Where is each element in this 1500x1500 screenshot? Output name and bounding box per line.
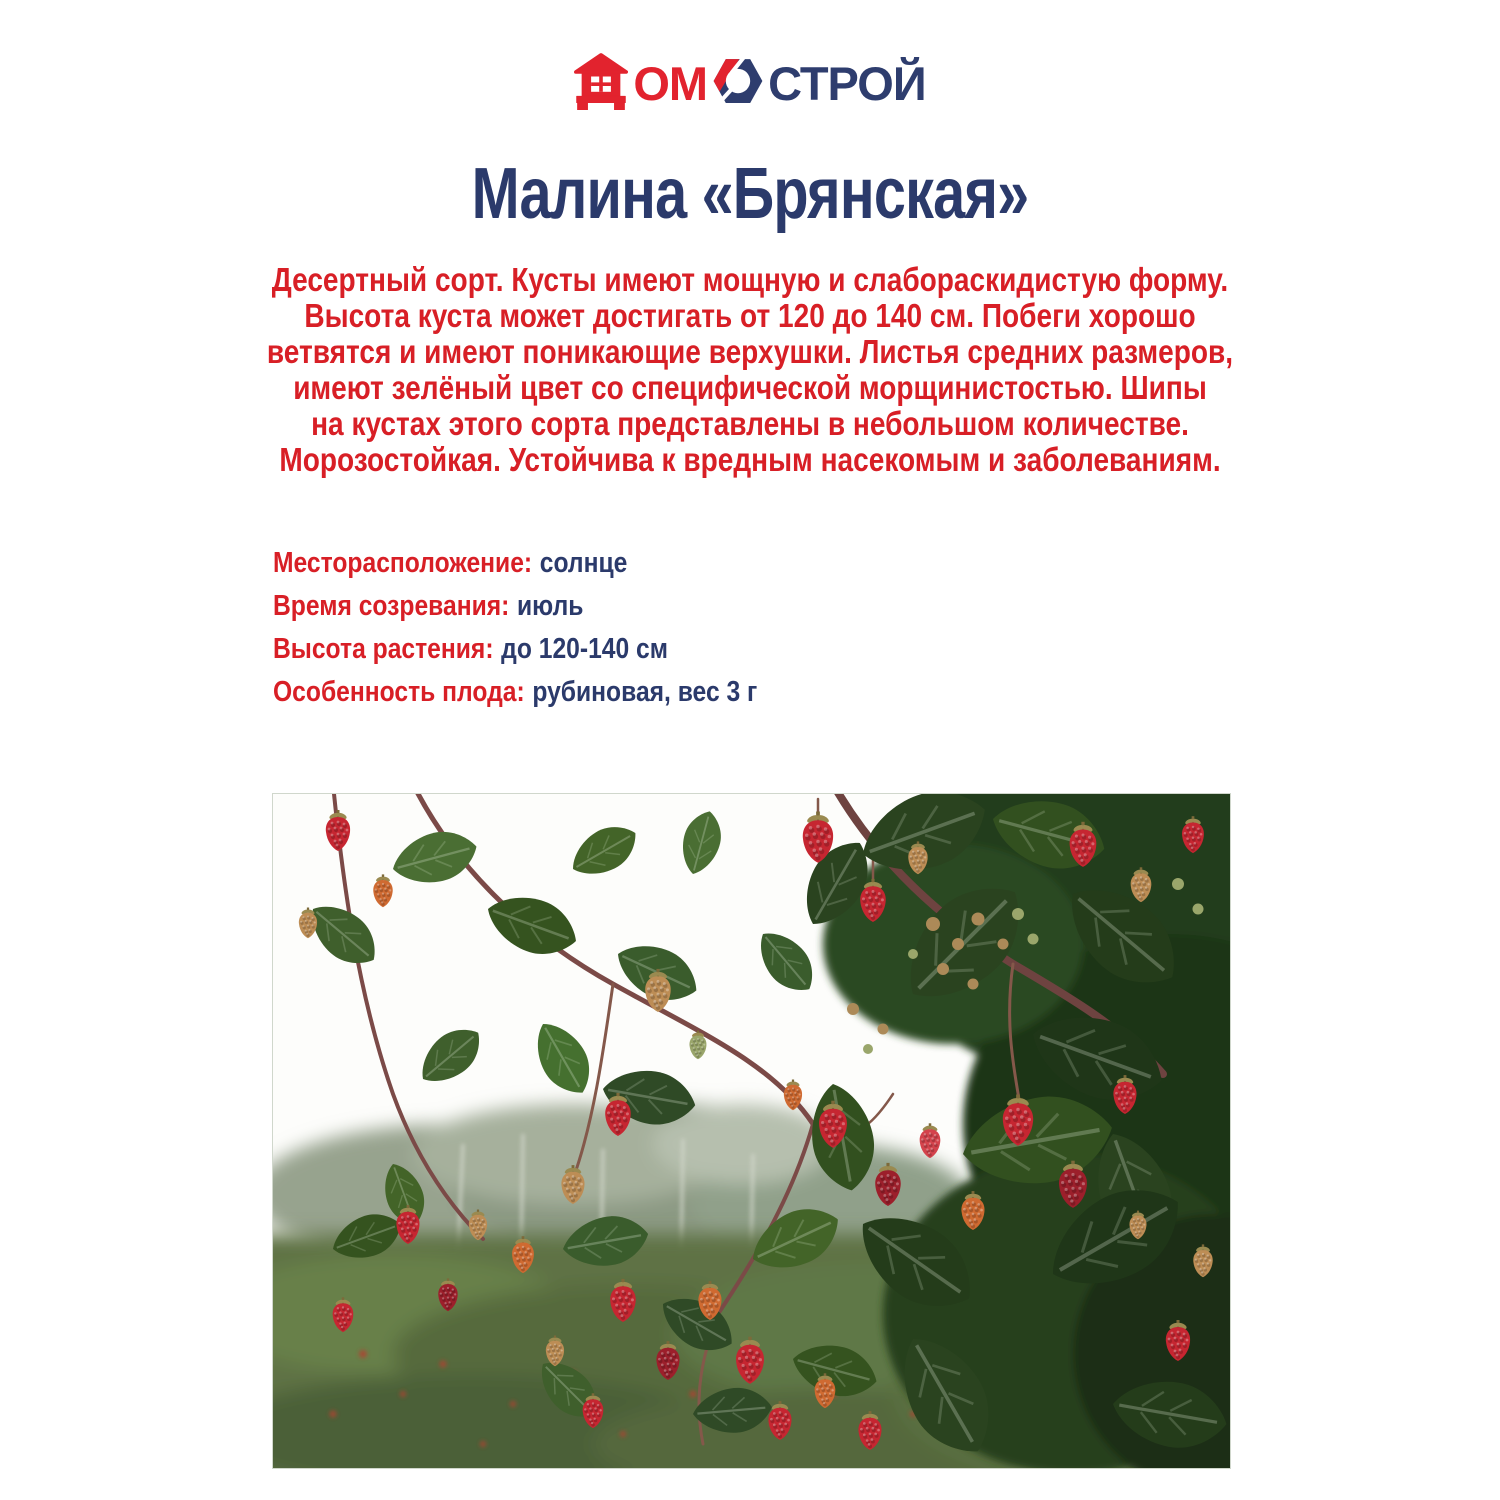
description-line: имеют зелёный цвет со специфической морщинистостью. Шипы (293, 369, 1207, 406)
description-line: на кустах этого сорта представлены в небольшом количестве. (311, 405, 1189, 442)
page-title: Малина «Брянская» (471, 154, 1029, 234)
attribute-value: июль (517, 590, 584, 622)
description-line: Десертный сорт. Кусты имеют мощную и слабораскидистую форму. (271, 261, 1229, 298)
attribute-label: Особенность плода: (273, 676, 525, 708)
attribute-value: солнце (539, 547, 628, 579)
description-line: Высота куста может достигать от 120 до 140 см. Побеги хорошо (304, 297, 1196, 334)
raspberry-bush-photo (273, 794, 1230, 1468)
circular-arrow-icon (712, 55, 764, 112)
attribute-plant-height (273, 635, 757, 664)
logo-text-stroy: СТРОЙ (768, 56, 926, 110)
logo-text-dom: ОМ (633, 56, 708, 110)
variety-description (0, 262, 1500, 478)
attribute-label: Время созревания: (273, 590, 510, 622)
attribute-fruit-feature (273, 678, 757, 707)
house-icon (574, 52, 628, 115)
attribute-location (273, 549, 757, 578)
attribute-label: Месторасположение: (273, 547, 533, 579)
brand-logo (0, 52, 1500, 114)
attribute-label: Высота растения: (273, 633, 494, 665)
description-line: Морозостойкая. Устойчива к вредным насекомым и заболеваниям. (279, 441, 1221, 478)
attribute-value: рубиновая, вес 3 г (532, 676, 758, 708)
attributes-list (273, 549, 843, 721)
attribute-value: до 120-140 см (501, 633, 668, 665)
description-line: ветвятся и имеют поникающие верхушки. Листья средних размеров, (266, 333, 1234, 370)
attribute-ripening-time (273, 592, 757, 621)
